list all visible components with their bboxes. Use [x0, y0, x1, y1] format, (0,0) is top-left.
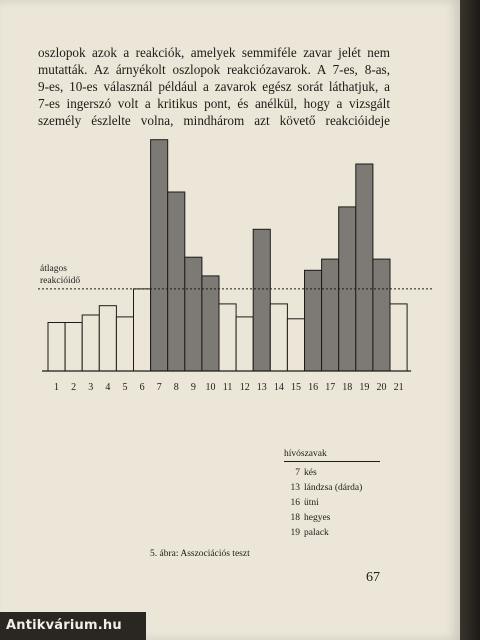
average-annotation-label: átlagos: [40, 263, 67, 274]
legend-item-number: 13: [290, 482, 300, 493]
legend-item-word: hegyes: [304, 512, 331, 523]
bar: [48, 323, 65, 372]
page-number: 67: [366, 570, 380, 585]
x-tick-label: 13: [256, 382, 267, 393]
legend-item: [284, 510, 380, 525]
x-tick-label: 9: [190, 382, 196, 393]
x-tick-label: 12: [239, 382, 250, 393]
x-tick-label: 10: [205, 382, 216, 393]
x-tick-label: 19: [359, 382, 370, 393]
text-line: személy észlelte volna, mindhárom azt követő reakcióideje: [38, 113, 390, 128]
average-annotation-label: reakcióidő: [40, 275, 81, 286]
x-tick-label: 17: [325, 382, 336, 393]
legend-item-word: palack: [304, 527, 329, 538]
legend-item: [284, 480, 380, 495]
x-tick-label: 5: [122, 382, 128, 393]
x-tick-label: 16: [308, 382, 319, 393]
x-tick-label: 11: [222, 382, 233, 393]
x-tick-label: 3: [88, 382, 94, 393]
legend: [284, 449, 380, 540]
bar-shaded: [202, 276, 219, 371]
legend-item: [284, 525, 380, 540]
bar: [116, 317, 133, 371]
book-spine: [460, 0, 480, 640]
text-line: mutatták. Az árnyékolt oszlopok reakciózavarok. A 7-es, 8-as,: [38, 62, 390, 77]
legend-item: [284, 465, 380, 480]
legend-item: [284, 495, 380, 510]
bar: [99, 306, 116, 371]
x-tick-label: 1: [54, 382, 59, 393]
bar: [82, 315, 99, 371]
text-line: 7-es ingerszó volt a kritikus pont, és anélkül, hogy a vizsgált: [38, 96, 390, 111]
bar: [236, 317, 253, 371]
x-tick-label: 21: [393, 382, 404, 393]
bar-shaded: [253, 229, 270, 371]
legend-item-number: 7: [295, 467, 300, 478]
x-tick-label: 18: [342, 382, 353, 393]
legend-item-number: 16: [290, 497, 300, 508]
legend-item-word: lándzsa (dárda): [304, 482, 363, 493]
legend-item-number: 19: [290, 527, 300, 538]
legend-item-word: kés: [304, 467, 317, 478]
bar: [65, 323, 82, 372]
text-line: 9-es, 10-es válasznál például a zavarok egész sorát láthatjuk, a: [38, 79, 390, 94]
x-tick-label: 8: [173, 382, 179, 393]
bar-shaded: [305, 270, 322, 371]
bar-shaded: [356, 164, 373, 371]
legend-item-number: 18: [290, 512, 300, 523]
x-tick-label: 7: [156, 382, 162, 393]
figure-caption: 5. ábra: Asszociációs teszt: [150, 549, 250, 559]
bar-shaded: [322, 259, 339, 371]
bar-shaded: [185, 257, 202, 371]
bar: [287, 319, 304, 371]
bar-shaded: [168, 192, 185, 371]
watermark: Antikvárium.hu: [0, 612, 146, 640]
bar-shaded: [373, 259, 390, 371]
x-tick-label: 15: [291, 382, 301, 393]
x-tick-label: 2: [71, 382, 77, 393]
bar: [219, 304, 236, 371]
x-tick-label: 14: [273, 382, 284, 393]
bar-shaded: [151, 140, 168, 371]
x-tick-label: 20: [376, 382, 387, 393]
x-tick-label: 4: [105, 382, 111, 393]
legend-title: hívószavak: [284, 449, 380, 462]
legend-item-word: ütni: [304, 497, 319, 508]
bar: [390, 304, 407, 371]
bar: [134, 289, 151, 371]
x-tick-label: 6: [139, 382, 145, 393]
bar: [270, 304, 287, 371]
text-line: oszlopok azok a reakciók, amelyek semmiféle zavar jelét nem: [38, 45, 390, 60]
